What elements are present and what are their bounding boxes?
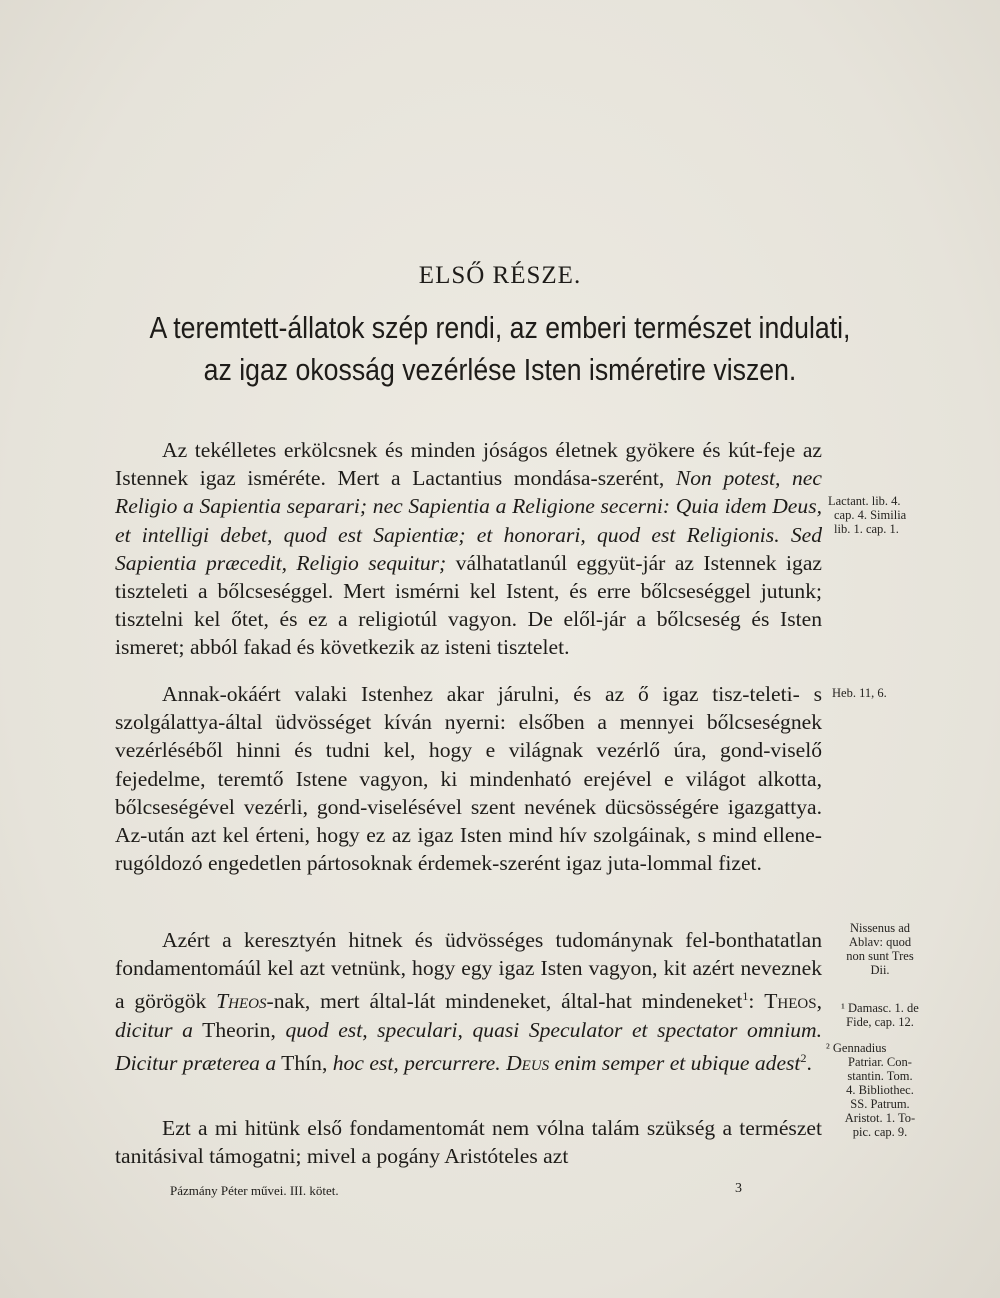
margin-note-line: ¹ Damasc. 1. de xyxy=(841,1001,919,1015)
footnote-mark-2: 2 xyxy=(800,1051,807,1065)
margin-note-line: stantin. Tom. xyxy=(847,1069,913,1083)
margin-note-line: Fide, cap. 12. xyxy=(846,1015,914,1029)
margin-note-nissenus xyxy=(826,921,934,977)
p3-text-d: , xyxy=(816,989,823,1014)
margin-note-line: Patriar. Con- xyxy=(848,1055,912,1069)
paragraph-1-text-c: válhatatlanúl eggyüt-jár az Istennek igaz tiszteleti a bőlcseséggel. Mert ismérni kel Istent, és erre bőlcseséggel jutunk; tisztelni kel őtet, és ez a religiotúl vagyon. De elől-jár a bőlcseség és Isten ismeret; abból fakad és következik az isteni tisztelet. xyxy=(115,550,822,660)
p3-deus: Deus xyxy=(506,1051,550,1076)
p3-theos-1: Theos xyxy=(216,989,267,1014)
p3-text-c: : xyxy=(748,989,765,1014)
p3-text-h: Thín, xyxy=(276,1051,333,1076)
margin-note-line: 4. Bibliothec. xyxy=(846,1083,914,1097)
paragraph-1 xyxy=(115,436,822,662)
p3-latin-j: enim semper et ubique adest xyxy=(549,1051,801,1076)
margin-note-line: cap. 4. Similia xyxy=(834,508,907,522)
margin-note-line: lib. 1. cap. 1. xyxy=(834,522,899,536)
paragraph-2-text: Annak-okáért valaki Istenhez akar járulni, és az ő igaz tisz-teleti- s szolgálattya-által üdvösséget kíván nyerni: elsőben a mennyei bőlcseségnek vezérléséből hinni és tudni kel, hogy e világnak vezérlő úra, gond-viselő fejedelme, teremtő Istene vagyon, ki mindenható erejével e világot alkotta, bőlcseségével vezérli, gond-viselésével szent nevének dücsösségére igazgattya. Az-után azt kel érteni, hogy ez az igaz Isten mind hív szolgáinak, s mind ellene-rugóldozó engedetlen pártosoknak érdemek-szerént igaz juta-lommal fizet. xyxy=(115,682,822,876)
paragraph-2 xyxy=(115,680,822,877)
footnote-mark-1: 1 xyxy=(742,989,749,1004)
margin-note-hebrews xyxy=(832,686,932,700)
p3-text-b: -nak, mert által-lát mindeneket, által-hat mindeneket xyxy=(266,989,743,1014)
footer-signature: Pázmány Péter művei. III. kötet. xyxy=(170,1183,339,1198)
paragraph-4-text: Ezt a mi hitünk első fondamentomát nem vólna talám szükség a természet tanitásival támogatni; mivel a pogány Aristóteles azt xyxy=(115,1116,822,1169)
margin-note-line: Heb. 11, 6. xyxy=(832,686,887,700)
margin-note-line: pic. cap. 9. xyxy=(852,1125,908,1139)
p3-text-a: Azért a keresztyén hitnek és üdvösséges tudománynak fel-bonthatatlan fondamentomáúl kel azt vetnünk, hogy egy igaz Isten vagyon, kit azért neveznek a görögök xyxy=(115,928,822,1014)
paragraph-1-latin-quote: Non potest, nec Religio a Sapientia separari; nec Sapientia a Religione secerni: Quia idem Deus, et intelligi debet, quod est Sapientiæ; et honorari, quod est Religionis. Sed Sapientia præcedit, Religio sequitur; xyxy=(115,466,822,575)
margin-note-damascenus xyxy=(826,1001,934,1029)
p3-text-k: . xyxy=(806,1051,812,1076)
footer-page-number: 3 xyxy=(735,1181,742,1196)
margin-note-line: Nissenus ad xyxy=(849,921,911,935)
margin-note-line: non sunt Tres xyxy=(846,949,914,963)
chapter-heading-line-1: A teremtett-állatok szép rendi, az emberi természet indulati, xyxy=(149,310,851,345)
p3-theos-2: Theos xyxy=(764,989,817,1014)
p3-latin-g: quod est, speculari, quasi Speculator et spectator omnium. Dicitur præterea a xyxy=(115,1017,823,1076)
p3-latin-i: hoc est, percurrere. xyxy=(332,1051,507,1076)
margin-note-line: Ablav: quod xyxy=(848,935,912,949)
margin-note-lactantius xyxy=(828,494,934,536)
margin-note-line: ² Gennadius xyxy=(826,1041,887,1055)
part-title: ELSŐ RÉSZE. xyxy=(418,262,582,289)
margin-note-line: Lactant. lib. 4. xyxy=(828,494,901,508)
p3-latin-e: dicitur a xyxy=(115,1017,193,1042)
chapter-heading-line-2: az igaz okosság vezérlése Isten isméretire viszen. xyxy=(203,352,797,387)
margin-note-line: SS. Patrum. xyxy=(850,1097,910,1111)
margin-note-gennadius xyxy=(826,1041,934,1139)
paragraph-3 xyxy=(115,926,822,1077)
paragraph-4 xyxy=(115,1114,822,1170)
paragraph-1-text-a: Az tekélletes erkölcsnek és minden jóságos életnek gyökere és kút-feje az Istennek igaz isméréte. Mert a Lactantius mondása-szerént, xyxy=(115,438,822,491)
margin-note-line: Dii. xyxy=(870,963,890,977)
margin-note-line: Aristot. 1. To- xyxy=(844,1111,916,1125)
p3-text-f: Theorin, xyxy=(192,1017,286,1042)
